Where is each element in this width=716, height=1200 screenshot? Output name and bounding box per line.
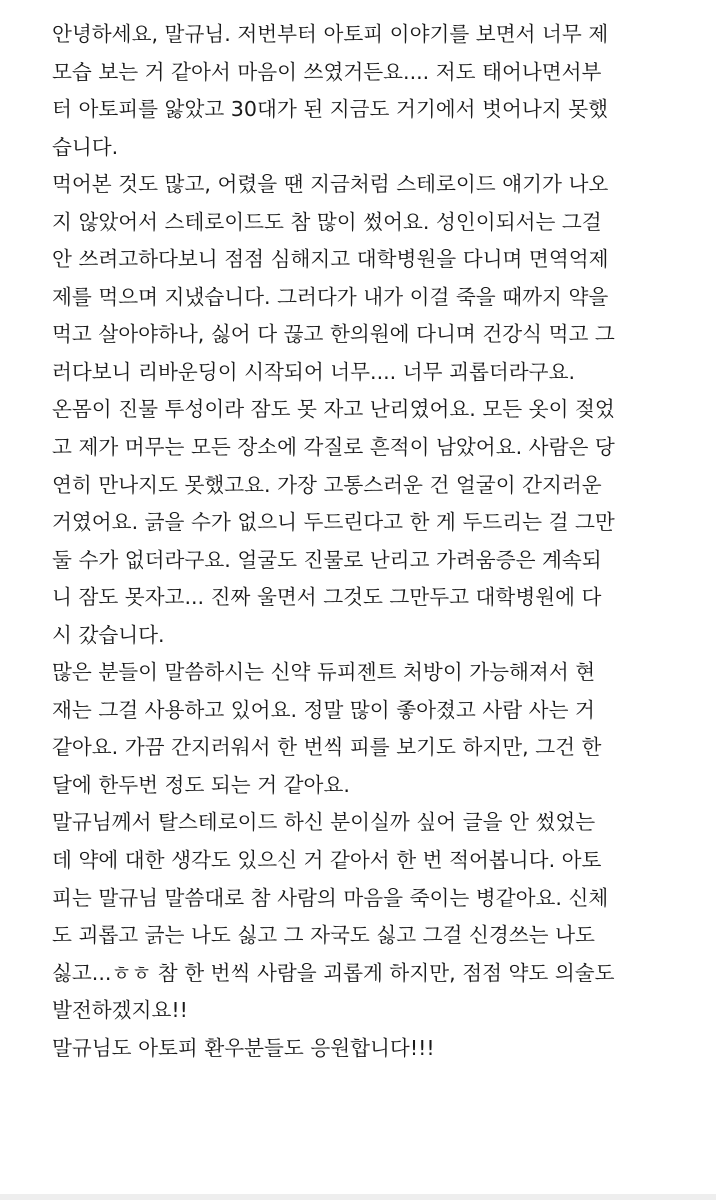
post-line: 먹어본 것도 많고, 어렸을 땐 지금처럼 스테로이드 얘기가 나오 (52, 172, 609, 197)
post-line: 싫고...ㅎㅎ 참 한 번씩 사람을 괴롭게 하지만, 점점 약도 의술도 (52, 960, 615, 985)
post-line: 고 제가 머무는 모든 장소에 각질로 흔적이 남았어요. 사람은 당 (52, 435, 615, 460)
post-line: 같아요. 가끔 간지러워서 한 번씩 피를 보기도 하지만, 그건 한 (52, 735, 602, 760)
post-line: 지 않았어서 스테로이드도 참 많이 썼어요. 성인이되서는 그걸 (52, 209, 602, 234)
post-line: 온몸이 진물 투성이라 잠도 못 자고 난리였어요. 모든 옷이 젖었 (52, 397, 615, 422)
post-line: 피는 말규님 말씀대로 참 사람의 마음을 죽이는 병같아요. 신체 (52, 885, 609, 910)
post-line: 많은 분들이 말씀하시는 신약 듀피젠트 처방이 가능해져서 현 (52, 660, 596, 685)
bottom-divider (0, 1194, 716, 1200)
post-line: 니 잠도 못자고... 진짜 울면서 그것도 그만두고 대학병원에 다 (52, 585, 602, 610)
post-line: 거였어요. 긁을 수가 없으니 두드린다고 한 게 두드리는 걸 그만 (52, 510, 615, 535)
post-line: 터 아토피를 앓았고 30대가 된 지금도 거기에서 벗어나지 못했 (52, 97, 609, 122)
post-line: 러다보니 리바운딩이 시작되어 너무.... 너무 괴롭더라구요. (52, 359, 576, 384)
post-line: 달에 한두번 정도 되는 거 같아요. (52, 772, 350, 797)
post-line: 연히 만나지도 못했고요. 가장 고통스러운 건 얼굴이 간지러운 (52, 472, 602, 497)
post-line: 먹고 살아야하나, 싫어 다 끊고 한의원에 다니며 건강식 먹고 그 (52, 322, 615, 347)
post-line: 재는 그걸 사용하고 있어요. 정말 많이 좋아졌고 사람 사는 거 (52, 697, 595, 722)
post-line: 모습 보는 거 같아서 마음이 쓰였거든요.... 저도 태어나면서부 (52, 59, 602, 84)
post-line: 말규님께서 탈스테로이드 하신 분이실까 싶어 글을 안 썼었는 (52, 810, 596, 835)
post-body (52, 16, 716, 1067)
post-line: 안녕하세요, 말규님. 저번부터 아토피 이야기를 보면서 너무 제 (52, 22, 609, 46)
post-line: 발전하겠지요!! (52, 998, 188, 1023)
post-line: 시 갔습니다. (52, 622, 165, 647)
post-line: 데 약에 대한 생각도 있으신 거 같아서 한 번 적어봅니다. 아토 (52, 848, 602, 873)
post-line: 습니다. (52, 134, 119, 159)
post-line: 말규님도 아토피 환우분들도 응원합니다!!! (52, 1035, 435, 1060)
post-line: 제를 먹으며 지냈습니다. 그러다가 내가 이걸 죽을 때까지 약을 (52, 284, 609, 309)
post-line: 둘 수가 없더라구요. 얼굴도 진물로 난리고 가려움증은 계속되 (52, 547, 602, 572)
post-line: 안 쓰려고하다보니 점점 심해지고 대학병원을 다니며 면역억제 (52, 247, 609, 272)
post-line: 도 괴롭고 긁는 나도 싫고 그 자국도 싫고 그걸 신경쓰는 나도 (52, 923, 595, 948)
